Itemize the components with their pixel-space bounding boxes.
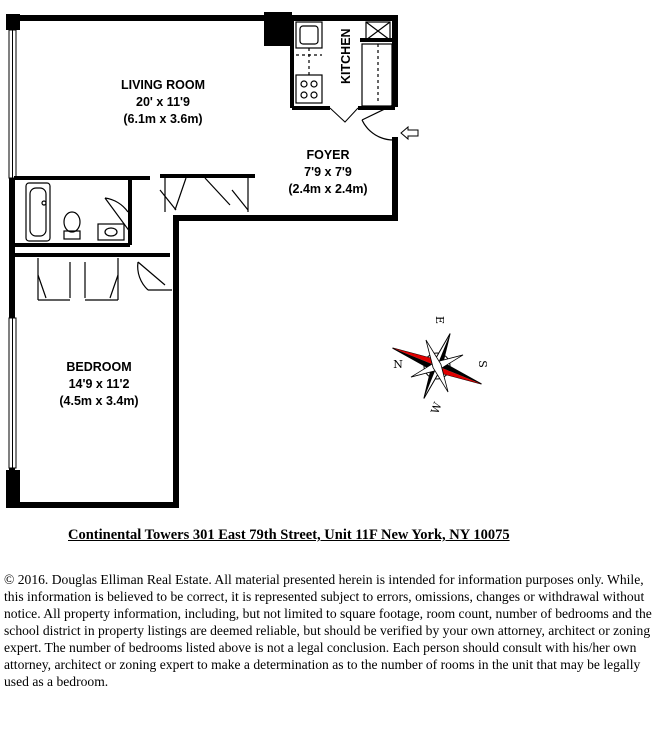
bedroom-closet (38, 258, 118, 300)
property-address: Continental Towers 301 East 79th Street, Unit 11F New York, NY 10075 (68, 527, 510, 543)
compass-north-label: N (393, 358, 403, 371)
column-block (264, 12, 292, 46)
bedroom-label (59, 360, 138, 408)
svg-text:(4.5m x 3.4m): (4.5m x 3.4m) (59, 394, 139, 408)
kitchen-label: KITCHEN (339, 28, 353, 84)
svg-text:7'9 x 7'9: 7'9 x 7'9 (304, 165, 352, 179)
bathroom-fixtures (26, 183, 130, 241)
svg-text:(6.1m x 3.6m): (6.1m x 3.6m) (123, 112, 203, 126)
column-block (6, 14, 20, 30)
kitchen-door (330, 108, 358, 122)
disclaimer-text: © 2016. Douglas Elliman Real Estate. All material presented herein is intended for information purposes only. While, this information is believed to be correct, it is represented subject to errors, omissions, changes or withdrawal without notice. All property information, including, but not limited to square footage, room count, number of bedrooms and the school district in property listings are deemed reliable, but should be verified by your own attorney, architect or zoning expert. The number of bedrooms listed above is not a legal conclusion. Each person should consult with his/her own attorney, architect or zoning expert to make a determination as to the number of rooms in the unit that may be legally used as a bedroom. (4, 572, 652, 689)
compass-south-label: S (476, 360, 489, 368)
foyer-label (288, 148, 367, 196)
svg-text:(2.4m x 2.4m): (2.4m x 2.4m) (288, 182, 368, 196)
svg-text:BEDROOM: BEDROOM (66, 360, 132, 374)
svg-text:LIVING ROOM: LIVING ROOM (120, 78, 206, 92)
compass-west-label: W (428, 400, 445, 416)
bedroom-door (138, 262, 172, 290)
svg-text:14'9 x 11'2: 14'9 x 11'2 (68, 377, 130, 391)
living-room-label (121, 78, 205, 126)
entry-arrow-icon (401, 127, 418, 139)
compass-east-label: E (433, 315, 446, 325)
svg-text:FOYER: FOYER (306, 148, 350, 162)
closet-doors (160, 178, 248, 212)
column-block (6, 470, 20, 508)
svg-text:20' x 11'9: 20' x 11'9 (136, 95, 190, 109)
